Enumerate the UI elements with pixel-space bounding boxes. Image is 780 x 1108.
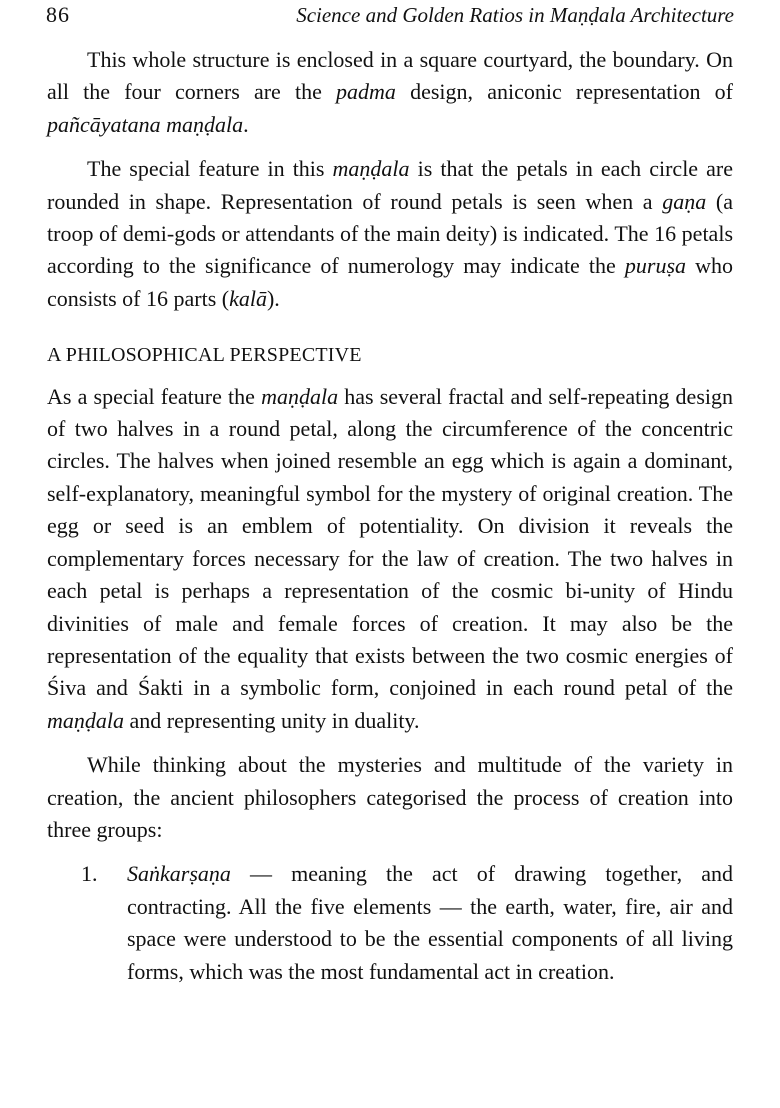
paragraph-creation: While thinking about the mysteries and multitude of the variety in creation, the ancient philosophers categorised the process of creation into three groups:: [47, 752, 733, 842]
page-number: 86: [46, 2, 70, 27]
running-title: Science and Golden Ratios in Maṇḍala Architecture: [296, 3, 734, 27]
page-body: [47, 44, 733, 988]
page-header: [46, 2, 734, 32]
list-number: 1.: [81, 861, 98, 887]
list-text: Saṅkarṣaṇa — meaning the act of drawing together, and contracting. All the five elements — the earth, water, fire, air and space were understood to be the essential components of all living forms, which was the most fundamental act in creation.: [127, 861, 733, 984]
paragraph-petals: The special feature in this maṇḍala is that the petals in each circle are rounded in shape. Representation of round petals is seen when a gaṇa (a troop of demi-gods or attendants of the main deity) is indicated. The 16 petals according to the significance of numerology may indicate the puruṣa who consists of 16 parts (kalā).: [47, 156, 733, 311]
paragraph-courtyard: This whole structure is enclosed in a square courtyard, the boundary. On all the four corners are the padma design, aniconic representation of pañcāyatana maṇḍala.: [47, 47, 733, 137]
section-heading: A PHILOSOPHICAL PERSPECTIVE: [47, 344, 362, 367]
paragraph-philosophy: As a special feature the maṇḍala has several fractal and self-repeating design of two halves in a round petal, along the circumference of the concentric circles. The halves when joined resemble an egg which is again a dominant, self-explanatory, meaningful symbol for the mystery of original creation. The egg or seed is an emblem of potentiality. On division it reveals the complementary forces necessary for the law of creation. The two halves in each petal is perhaps a representation of the cosmic bi-unity of Hindu divinities of male and female forces of creation. It may also be the representation of the equality that exists between the two cosmic energies of Śiva and Śakti in a symbolic form, conjoined in each round petal of the maṇḍala and representing unity in duality.: [47, 383, 733, 733]
list-item: [47, 858, 733, 988]
